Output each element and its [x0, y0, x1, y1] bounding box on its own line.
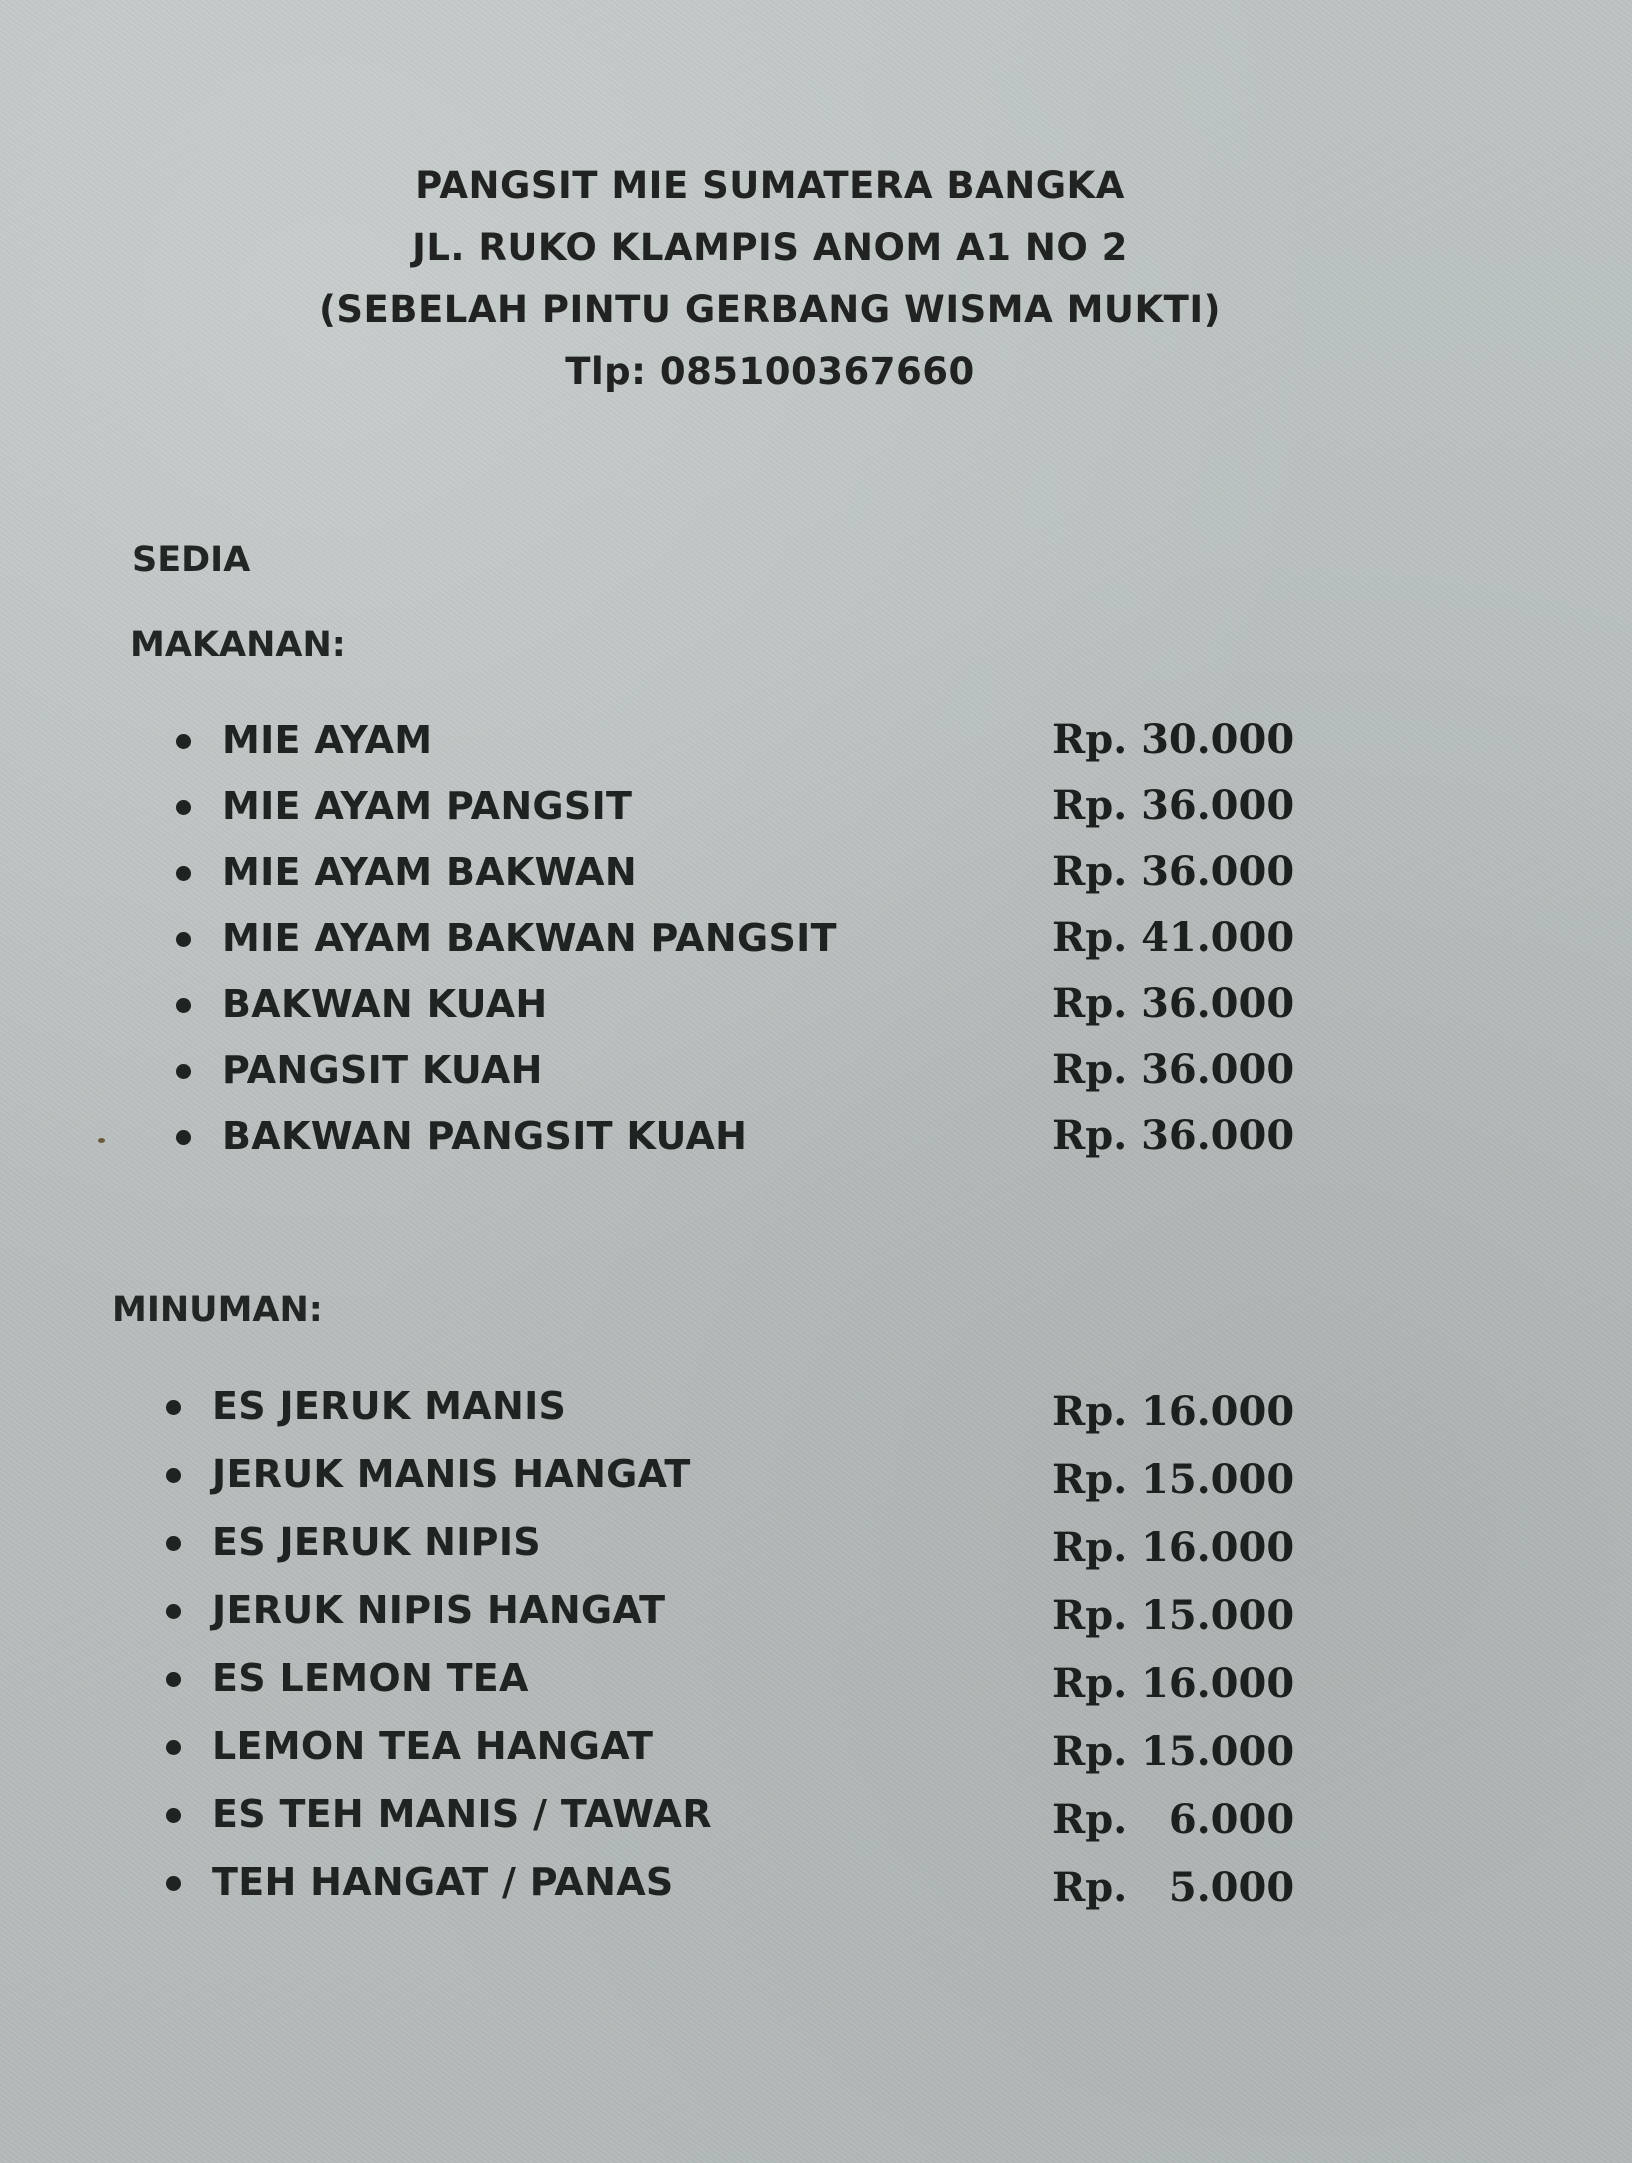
bullet-icon: [176, 1064, 191, 1079]
food-item-price: Rp. 36.000: [1052, 1046, 1295, 1093]
restaurant-header: [0, 155, 1540, 403]
makanan-heading: MAKANAN:: [130, 625, 346, 665]
food-item-price: Rp. 30.000: [1052, 716, 1295, 763]
bullet-icon: [166, 1468, 181, 1483]
food-item: [176, 1040, 1376, 1106]
food-item-name: MIE AYAM: [222, 718, 433, 762]
drink-item: [166, 1716, 1386, 1784]
bullet-icon: [166, 1400, 181, 1415]
drink-item: [166, 1852, 1386, 1920]
food-item: [176, 1106, 1376, 1172]
drink-item: [166, 1512, 1386, 1580]
drink-item-price: Rp. 6.000: [1052, 1796, 1295, 1843]
food-item: [176, 842, 1376, 908]
drink-item-name: ES JERUK MANIS: [212, 1384, 567, 1428]
food-item-name: MIE AYAM BAKWAN PANGSIT: [222, 916, 837, 960]
restaurant-name: PANGSIT MIE SUMATERA BANGKA: [415, 164, 1125, 207]
bullet-icon: [166, 1604, 181, 1619]
food-item: [176, 974, 1376, 1040]
drink-list: [166, 1376, 1386, 1936]
bullet-icon: [166, 1876, 181, 1891]
bullet-icon: [176, 998, 191, 1013]
drink-item-name: ES JERUK NIPIS: [212, 1520, 541, 1564]
bullet-icon: [176, 932, 191, 947]
drink-item-price: Rp. 15.000: [1052, 1728, 1295, 1775]
drink-item-price: Rp. 16.000: [1052, 1660, 1295, 1707]
food-item-price: Rp. 36.000: [1052, 848, 1295, 895]
drink-item: [166, 1376, 1386, 1444]
drink-item-name: JERUK MANIS HANGAT: [212, 1452, 691, 1496]
drink-item: [166, 1784, 1386, 1852]
drink-item-price: Rp. 5.000: [1052, 1864, 1295, 1911]
bullet-icon: [176, 734, 191, 749]
food-item-name: PANGSIT KUAH: [222, 1048, 543, 1092]
food-list: [176, 710, 1376, 1172]
food-item: [176, 776, 1376, 842]
food-item-name: BAKWAN KUAH: [222, 982, 548, 1026]
bullet-icon: [166, 1672, 181, 1687]
address-note: (SEBELAH PINTU GERBANG WISMA MUKTI): [318, 288, 1222, 331]
food-item-price: Rp. 36.000: [1052, 1112, 1295, 1159]
food-item-price: Rp. 36.000: [1052, 782, 1295, 829]
drink-item-name: ES TEH MANIS / TAWAR: [212, 1792, 712, 1836]
sedia-label: SEDIA: [132, 540, 251, 580]
drink-item-name: JERUK NIPIS HANGAT: [212, 1588, 666, 1632]
drink-item: [166, 1444, 1386, 1512]
food-item-name: MIE AYAM PANGSIT: [222, 784, 633, 828]
drink-item-name: ES LEMON TEA: [212, 1656, 529, 1700]
phone-number: Tlp: 085100367660: [565, 350, 975, 393]
food-item-name: BAKWAN PANGSIT KUAH: [222, 1114, 748, 1158]
drink-item: [166, 1580, 1386, 1648]
bullet-icon: [176, 1130, 191, 1145]
drink-item: [166, 1648, 1386, 1716]
food-item: [176, 908, 1376, 974]
bullet-icon: [166, 1808, 181, 1823]
food-item-price: Rp. 41.000: [1052, 914, 1295, 961]
drink-item-price: Rp. 15.000: [1052, 1592, 1295, 1639]
food-item: [176, 710, 1376, 776]
paper-speck: [98, 1138, 105, 1143]
bullet-icon: [176, 866, 191, 881]
drink-item-price: Rp. 16.000: [1052, 1524, 1295, 1571]
bullet-icon: [176, 800, 191, 815]
restaurant-address: JL. RUKO KLAMPIS ANOM A1 NO 2: [412, 226, 1128, 269]
food-item-name: MIE AYAM BAKWAN: [222, 850, 637, 894]
drink-item-name: LEMON TEA HANGAT: [212, 1724, 654, 1768]
bullet-icon: [166, 1536, 181, 1551]
minuman-heading: MINUMAN:: [112, 1290, 323, 1330]
food-item-price: Rp. 36.000: [1052, 980, 1295, 1027]
bullet-icon: [166, 1740, 181, 1755]
drink-item-price: Rp. 15.000: [1052, 1456, 1295, 1503]
drink-item-price: Rp. 16.000: [1052, 1388, 1295, 1435]
drink-item-name: TEH HANGAT / PANAS: [212, 1860, 674, 1904]
